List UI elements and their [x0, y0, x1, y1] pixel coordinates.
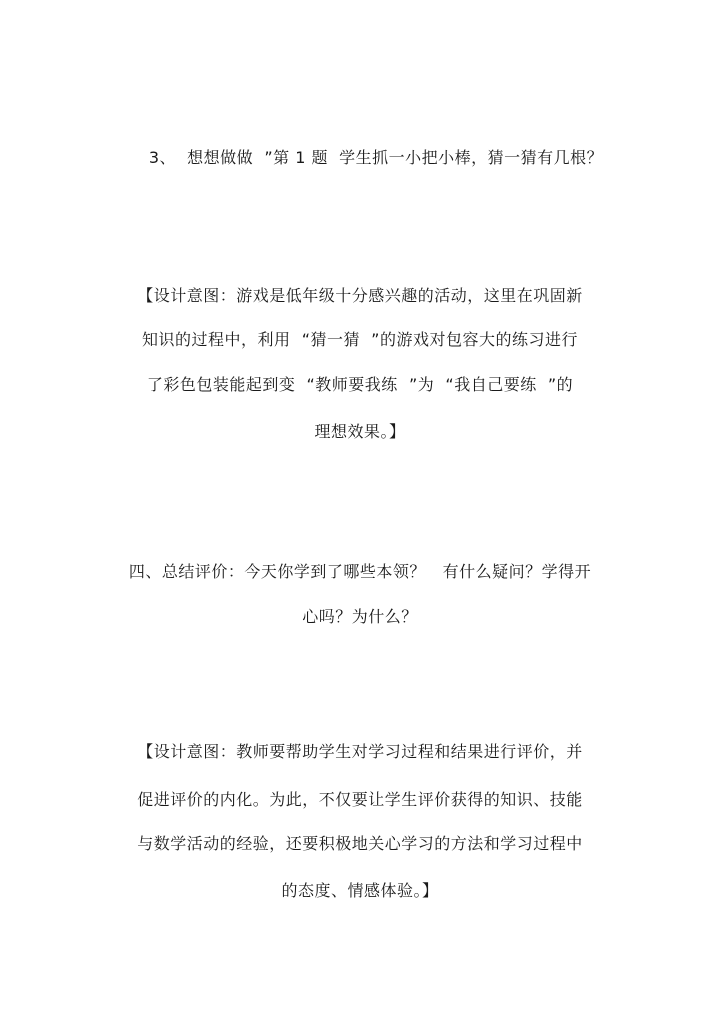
section-4-line-2: 心吗？为什么？: [302, 607, 418, 626]
design-note-2-line-2: 促进评价的内化。为此，不仅要让学生评价获得的知识、技能: [137, 790, 583, 809]
design-note-2-line-1: 【设计意图：教师要帮助学生对学习过程和结果进行评价，并: [137, 742, 583, 761]
design-note-1-line-2: 知识的过程中，利用 “猜一猜 ”的游戏对包容大的练习进行: [142, 330, 578, 349]
item-3-text: 3、 想想做做 ”第 1 题 学生抓一小把小棒，猜一猜有几根？: [148, 148, 604, 167]
design-note-2-line-4: 的态度、情感体验。】: [281, 881, 439, 900]
section-4-line-1: 四、总结评价：今天你学到了哪些本领？ 有什么疑问？学得开: [128, 562, 592, 581]
design-note-2-line-3: 与数学活动的经验，还要积极地关心学习的方法和学习过程中: [137, 834, 583, 853]
design-note-1-line-4: 理想效果。】: [314, 422, 406, 441]
design-note-1-line-3: 了彩色包装能起到变 “教师要我练 ”为 “我自己要练 ”的: [146, 375, 574, 394]
design-note-1-line-1: 【设计意图：游戏是低年级十分感兴趣的活动，这里在巩固新: [137, 286, 583, 305]
